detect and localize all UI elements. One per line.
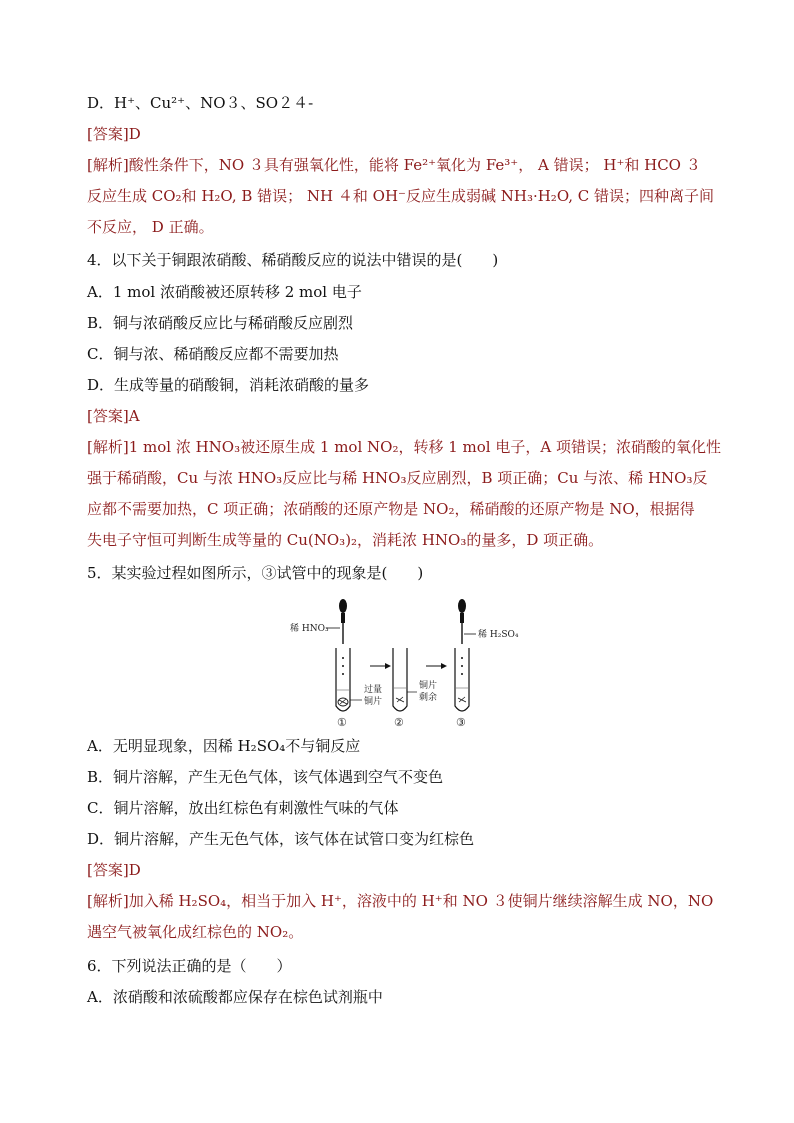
tube-number-1: ① [337,716,347,729]
test-tube-1 [336,648,350,711]
question-4: 4．以下关于铜跟浓硝酸、稀硝酸反应的说法中错误的是( ) [87,251,499,269]
label-excess-2: 铜片 [364,697,383,707]
option-c-q5: C．铜片溶解，放出红棕色有刺激性气味的气体 [87,799,399,817]
option-c-q4: C．铜与浓、稀硝酸反应都不需要加热 [87,345,339,363]
test-tube-2 [393,648,407,711]
analysis-q3-line1: [解析]酸性条件下，NO ３具有强氧化性，能将 Fe²⁺氧化为 Fe³⁺， A 错误； H⁺和 HCO ３ [87,156,701,174]
option-d-q5: D．铜片溶解，产生无色气体，该气体在试管口变为红棕色 [87,830,475,848]
answer-q5: [答案]D [87,861,141,879]
analysis-q4-line1: [解析]1 mol 浓 HNO₃被还原生成 1 mol NO₂，转移 1 mol 电子，A 项错误；浓硝酸的氧化性 [87,438,721,456]
analysis-q3-line3: 不反应， D 正确。 [87,218,214,236]
label-remain-2: 剩余 [419,693,438,703]
option-a-q5: A．无明显现象，因稀 H₂SO₄不与铜反应 [87,737,361,755]
label-dilute-hno3: 稀 HNO₃ [290,624,329,634]
option-a-q4: A．1 mol 浓硝酸被还原转移 2 mol 电子 [87,283,362,301]
option-a-q6: A．浓硝酸和浓硫酸都应保存在棕色试剂瓶中 [87,988,383,1006]
question-5: 5．某实验过程如图所示，③试管中的现象是( ) [87,564,424,582]
option-b-q4: B．铜与浓硝酸反应比与稀硝酸反应剧烈 [87,314,354,332]
label-dilute-h2so4: 稀 H₂SO₄ [478,630,519,640]
analysis-q5-line1: [解析]加入稀 H₂SO₄，相当于加入 H⁺，溶液中的 H⁺和 NO ３使铜片继续溶解生成 NO，NO [87,892,714,910]
tube-number-3: ③ [456,716,466,729]
analysis-q4-line3: 应都不需要加热，C 项正确；浓硝酸的还原产物是 NO₂，稀硝酸的还原产物是 NO，根据得 [87,500,695,518]
answer-q3: [答案]D [87,125,141,143]
label-excess-1: 过量 [364,685,383,695]
dropper-3 [458,599,466,644]
experiment-diagram [280,594,520,732]
answer-q4: [答案]A [87,407,140,425]
analysis-q5-line2: 遇空气被氧化成红棕色的 NO₂。 [87,923,304,941]
analysis-q4-line4: 失电子守恒可判断生成等量的 Cu(NO₃)₂，消耗浓 HNO₃的量多，D 项正确。 [87,531,604,549]
question-6: 6．下列说法正确的是（ ） [87,957,292,975]
tube-number-2: ② [394,716,404,729]
analysis-q4-line2: 强于稀硝酸，Cu 与浓 HNO₃反应比与稀 HNO₃反应剧烈，B 项正确；Cu 与浓、稀 HNO₃反 [87,469,708,487]
dropper-1 [339,599,347,644]
analysis-q3-line2: 反应生成 CO₂和 H₂O, B 错误； NH ４和 OH⁻反应生成弱碱 NH₃·H₂O, C 错误；四种离子间 [87,187,715,205]
test-tube-3 [455,648,469,711]
option-d-q4: D．生成等量的硝酸铜，消耗浓硝酸的量多 [87,376,370,394]
option-d-q3: D．H⁺、Cu²⁺、NO３、SO２４- [87,94,314,112]
label-remain-1: 铜片 [419,681,438,691]
option-b-q5: B．铜片溶解，产生无色气体，该气体遇到空气不变色 [87,768,444,786]
